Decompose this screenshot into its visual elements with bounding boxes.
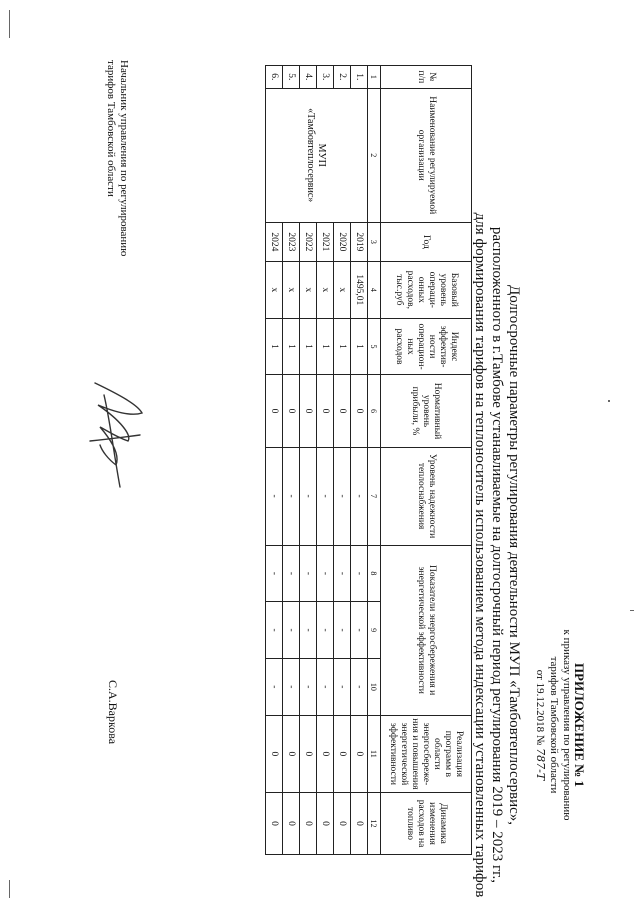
scan-mark <box>608 400 610 402</box>
year-cell: 2023 <box>283 222 300 261</box>
program-cell: 0 <box>317 715 334 792</box>
header-fuel: Динамика изменения расходов на топливо <box>381 793 472 855</box>
year-cell: 2024 <box>266 222 283 261</box>
appendix-line1: к приказу управления по регулированию <box>561 629 573 821</box>
fuel-cell: 0 <box>351 793 368 855</box>
reliability-cell: - <box>283 447 300 545</box>
col-number: 8 <box>368 545 381 602</box>
base-cell: x <box>334 261 351 318</box>
energy-cell-8: - <box>266 545 283 602</box>
energy-cell-10: - <box>300 658 317 715</box>
index-cell: 1 <box>334 318 351 375</box>
row-number: 4. <box>300 66 317 89</box>
energy-cell-9: - <box>351 602 368 659</box>
year-cell: 2020 <box>334 222 351 261</box>
document-title <box>471 210 522 900</box>
org-name-line2: «Тамбовтеплосервис» <box>305 108 317 203</box>
position-line2: тарифов Тамбовской области <box>105 60 117 197</box>
scan-mark <box>630 610 634 611</box>
signatory-name: С.А.Варкова <box>106 680 120 745</box>
col-number: 10 <box>368 658 381 715</box>
index-cell: 1 <box>317 318 334 375</box>
index-cell: 1 <box>300 318 317 375</box>
org-name-line1: МУП <box>316 143 328 167</box>
header-num: № п/п <box>381 66 472 89</box>
base-cell: x <box>283 261 300 318</box>
position-line1: Начальник управления по регулированию <box>118 60 130 257</box>
col-number: 6 <box>368 375 381 447</box>
base-cell: x <box>317 261 334 318</box>
program-cell: 0 <box>266 715 283 792</box>
reliability-cell: - <box>334 447 351 545</box>
reliability-cell: - <box>317 447 334 545</box>
appendix-block <box>533 595 586 855</box>
energy-cell-9: - <box>317 602 334 659</box>
scan-mark <box>9 880 10 898</box>
energy-cell-8: - <box>334 545 351 602</box>
energy-cell-9: - <box>266 602 283 659</box>
energy-cell-8: - <box>351 545 368 602</box>
energy-cell-10: - <box>283 658 300 715</box>
energy-cell-10: - <box>317 658 334 715</box>
profit-cell: 0 <box>317 375 334 447</box>
table-row <box>351 66 368 855</box>
profit-cell: 0 <box>351 375 368 447</box>
header-profit: Нормативный уровень прибыли, % <box>381 375 472 447</box>
col-number: 12 <box>368 793 381 855</box>
program-cell: 0 <box>351 715 368 792</box>
appendix-date: от 19.12.2018 № <box>534 669 546 746</box>
row-number: 3. <box>317 66 334 89</box>
energy-cell-9: - <box>334 602 351 659</box>
energy-cell-8: - <box>317 545 334 602</box>
program-cell: 0 <box>283 715 300 792</box>
appendix-title: ПРИЛОЖЕНИЕ № 1 <box>572 662 587 788</box>
title-line3: для формирования тарифов на теплоноситель использованием метода индексации установленных тарифов <box>472 212 488 898</box>
profit-cell: 0 <box>300 375 317 447</box>
header-base: Базовый уровень операци-онных расходов, тыс.руб <box>381 261 472 318</box>
row-number: 2. <box>334 66 351 89</box>
col-number: 1 <box>368 66 381 89</box>
year-cell: 2022 <box>300 222 317 261</box>
header-year: Год <box>381 222 472 261</box>
energy-cell-9: - <box>283 602 300 659</box>
parameters-table <box>265 65 472 855</box>
header-index: Индекс эффектив-ности операцион-ных расходов <box>381 318 472 375</box>
profit-cell: 0 <box>266 375 283 447</box>
base-cell: 1495,01 <box>351 261 368 318</box>
handwritten-signature <box>80 375 150 495</box>
fuel-cell: 0 <box>334 793 351 855</box>
energy-cell-10: - <box>334 658 351 715</box>
reliability-cell: - <box>266 447 283 545</box>
col-number: 2 <box>368 88 381 222</box>
column-number-row <box>368 66 381 855</box>
col-number: 5 <box>368 318 381 375</box>
fuel-cell: 0 <box>317 793 334 855</box>
energy-cell-10: - <box>351 658 368 715</box>
col-number: 9 <box>368 602 381 659</box>
program-cell: 0 <box>334 715 351 792</box>
index-cell: 1 <box>283 318 300 375</box>
energy-cell-8: - <box>283 545 300 602</box>
header-energy: Показатели энергосбережения и энергетической эффективности <box>381 545 472 715</box>
fuel-cell: 0 <box>300 793 317 855</box>
year-cell: 2019 <box>351 222 368 261</box>
fuel-cell: 0 <box>283 793 300 855</box>
header-reliability: Уровень надежности теплоснабжения <box>381 447 472 545</box>
index-cell: 1 <box>266 318 283 375</box>
col-number: 4 <box>368 261 381 318</box>
energy-cell-10: - <box>266 658 283 715</box>
col-number: 3 <box>368 222 381 261</box>
title-line2: расположенного в г.Тамбове устанавливаемые на долгосрочный период регулирования 2019 – 2023 гг., <box>489 226 505 884</box>
col-number: 11 <box>368 715 381 792</box>
header-program: Реализация программ в области энергосбереже-ния и повышения энергетической эффективности <box>381 715 472 792</box>
year-cell: 2021 <box>317 222 334 261</box>
header-org: Наименование регулируемой организации <box>381 88 472 222</box>
fuel-cell: 0 <box>266 793 283 855</box>
order-number: 787-T <box>534 748 547 781</box>
table-header-row <box>381 66 472 855</box>
reliability-cell: - <box>300 447 317 545</box>
row-number: 5. <box>283 66 300 89</box>
base-cell: x <box>266 261 283 318</box>
row-number: 1. <box>351 66 368 89</box>
title-line1: Долгосрочные параметры регулирования деятельности МУП «Тамбовтеплосервис», <box>506 284 522 826</box>
reliability-cell: - <box>351 447 368 545</box>
appendix-date-line <box>533 595 547 855</box>
scan-mark <box>9 10 10 38</box>
signatory-position <box>104 60 130 300</box>
index-cell: 1 <box>351 318 368 375</box>
col-number: 7 <box>368 447 381 545</box>
program-cell: 0 <box>300 715 317 792</box>
profit-cell: 0 <box>283 375 300 447</box>
energy-cell-8: - <box>300 545 317 602</box>
appendix-line2: тарифов Тамбовской области <box>548 656 560 794</box>
row-number: 6. <box>266 66 283 89</box>
base-cell: x <box>300 261 317 318</box>
energy-cell-9: - <box>300 602 317 659</box>
profit-cell: 0 <box>334 375 351 447</box>
org-name-cell <box>266 88 368 222</box>
